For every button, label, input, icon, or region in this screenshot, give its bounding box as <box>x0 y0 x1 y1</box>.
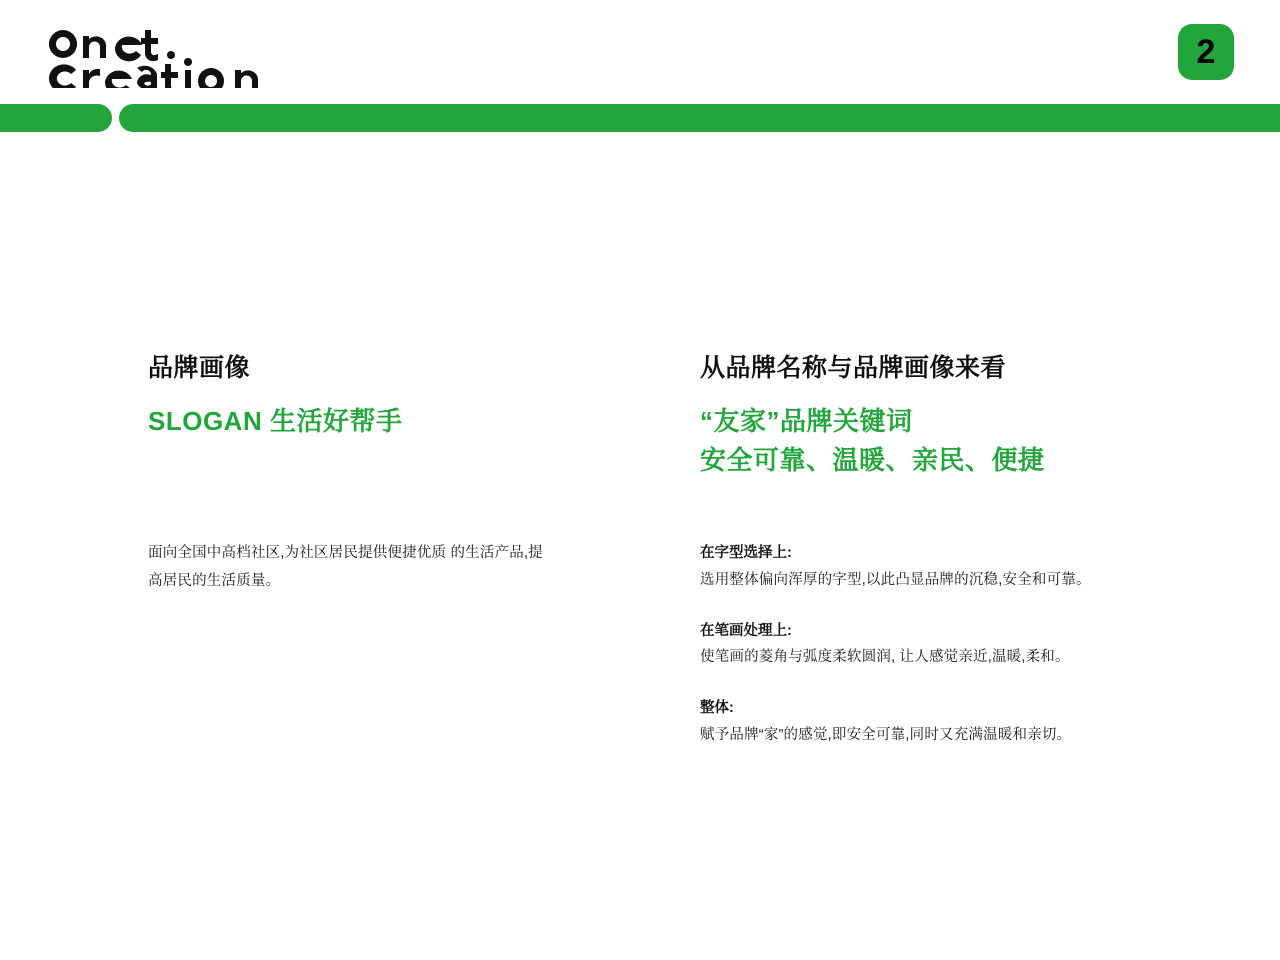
body-paragraph <box>700 695 1100 749</box>
left-column-headings <box>148 352 578 439</box>
paragraph-label: 在字型选择上: <box>700 545 792 561</box>
left-column-slogan: SLOGAN 生活好帮手 <box>148 405 403 436</box>
paragraph-label: 整体: <box>700 700 734 717</box>
header-divider <box>0 104 1280 132</box>
paragraph-text: 使笔画的菱角与弧度柔软圆润, 让人感觉亲近,温暖,柔和。 <box>700 649 1070 666</box>
divider-segment-left <box>0 104 112 132</box>
paragraph-text: 赋予品牌“家”的感觉,即安全可靠,同时又充满温暖和亲切。 <box>700 727 1072 744</box>
right-column-title: 从品牌名称与品牌画像来看 <box>700 354 1007 382</box>
left-column-title: 品牌画像 <box>148 354 251 382</box>
body-paragraph <box>700 618 1100 672</box>
divider-segment-right <box>119 104 1280 132</box>
paragraph-text: 选用整体偏向浑厚的字型,以此凸显品牌的沉稳,安全和可靠。 <box>700 571 1091 588</box>
body-paragraph <box>700 540 1100 594</box>
left-column-description: 面向全国中高档社区,为社区居民提供便捷优质 的生活产品,提高居民的生活质量。 <box>148 545 543 589</box>
right-column-keyword-line: “友家”品牌关键词 <box>700 405 913 436</box>
right-column-keyword-values: 安全可靠、温暖、亲民、便捷 <box>700 444 1045 475</box>
paragraph-label: 在笔画处理上: <box>700 622 792 639</box>
brand-logo <box>45 26 305 88</box>
page-number-badge: 2 <box>1178 24 1234 80</box>
slide-header <box>0 0 1280 104</box>
right-column-headings <box>700 352 1120 478</box>
right-column-body <box>700 540 1100 749</box>
